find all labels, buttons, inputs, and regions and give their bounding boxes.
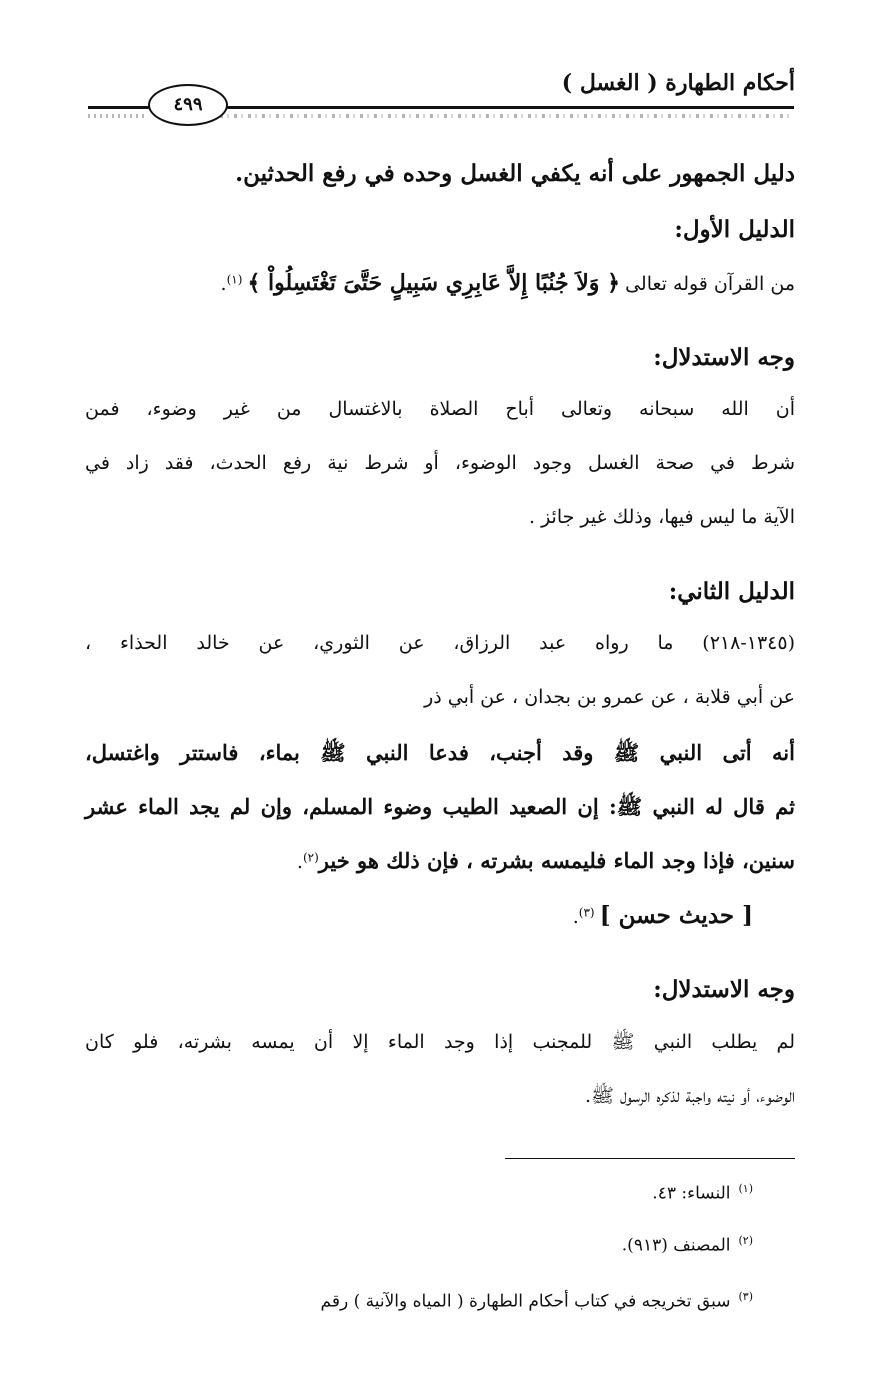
hadith-line-2: ثم قال له النبي ﷺ: إن الصعيد الطيب وضوء المسلم، وإن لم يجد الماء عشر [85,794,795,819]
footnote-1 [652,1182,753,1204]
footnote-3 [321,1290,753,1312]
header-ornament [220,114,794,118]
hadith-line-3 [85,848,795,873]
section-title: دليل الجمهور على أنه يكفي الغسل وحده في رفع الحدثين. [235,160,795,187]
hadith-line-1: أنه أتى النبي ﷺ وقد أجنب، فدعا النبي ﷺ بماء، فاستتر واغتسل، [85,740,795,765]
evidence-1-heading: الدليل الأول: [674,216,795,243]
hadith-grade [43,902,753,929]
footnote-2 [622,1234,753,1256]
hadith-line-3-text: سنين، فإذا وجد الماء فليمسه بشرته ، فإن ذلك هو خير [318,848,795,873]
quran-verse: ﴿ وَلاَ جُنُبًا إِلاَّ عَابِرِي سَبِيلٍ حَتَّىَ تَغْتَسِلُواْ ﴾ [247,270,620,296]
reasoning-1-heading: وجه الاستدلال: [653,344,795,371]
footnote-2-text: المصنف (٩١٣). [621,1235,731,1256]
grade-end: . [572,906,579,928]
evidence-1-intro: من القرآن قوله تعالى [625,273,795,295]
footnote-3-marker: (٣) [738,1290,753,1303]
footnote-1-text: النساء: ٤٣. [652,1183,731,1204]
evidence-2-heading: الدليل الثاني: [668,578,795,605]
running-header-title: أحكام الطهارة ( الغسل ) [561,70,795,96]
evidence-2-line-1: (١٣٤٥-٢١٨) ما رواه عبد الرزاق، عن الثوري، عن خالد الحذاء ، [85,632,795,654]
reasoning-2-line-1: لم يطلب النبي ﷺ للمجنب إذا وجد الماء إلا أن يمسه بشرته، فلو كان [85,1031,795,1053]
reasoning-2-heading: وجه الاستدلال: [653,976,795,1003]
hadith-end: . [296,851,303,873]
page-number-badge: ٤٩٩ [148,84,228,126]
reasoning-1-line-1: أن الله سبحانه وتعالى أباح الصلاة بالاغتسال من غير وضوء، فمن [85,398,795,420]
evidence-2-line-2: عن أبي قلابة ، عن عمرو بن بجدان ، عن أبي ذر [424,686,795,708]
reasoning-1-line-3: الآية ما ليس فيها، وذلك غير جائز . [528,506,795,528]
evidence-1-text [85,270,795,296]
evidence-1-end: . [220,273,227,295]
header-ornament-left [88,114,148,118]
footnote-1-marker: (١) [738,1182,753,1195]
footnote-2-marker: (٢) [738,1234,753,1247]
footnote-ref-1: (١) [226,272,243,287]
footnote-separator [505,1158,795,1159]
reasoning-2-line-2: الوضوء، أو نيته واجبة لذكره الرسول ﷺ. [585,1085,795,1107]
hadith-grade-text: [ حديث حسن ] [599,902,753,929]
footnote-ref-3: (٣) [578,905,595,920]
footnote-ref-2: (٢) [302,850,319,865]
reasoning-1-line-2: شرط في صحة الغسل وجود الوضوء، أو شرط نية رفع الحدث، فقد زاد في [85,452,795,474]
footnote-3-text: سبق تخريجه في كتاب أحكام الطهارة ( المياه والآنية ) رقم [320,1291,731,1312]
